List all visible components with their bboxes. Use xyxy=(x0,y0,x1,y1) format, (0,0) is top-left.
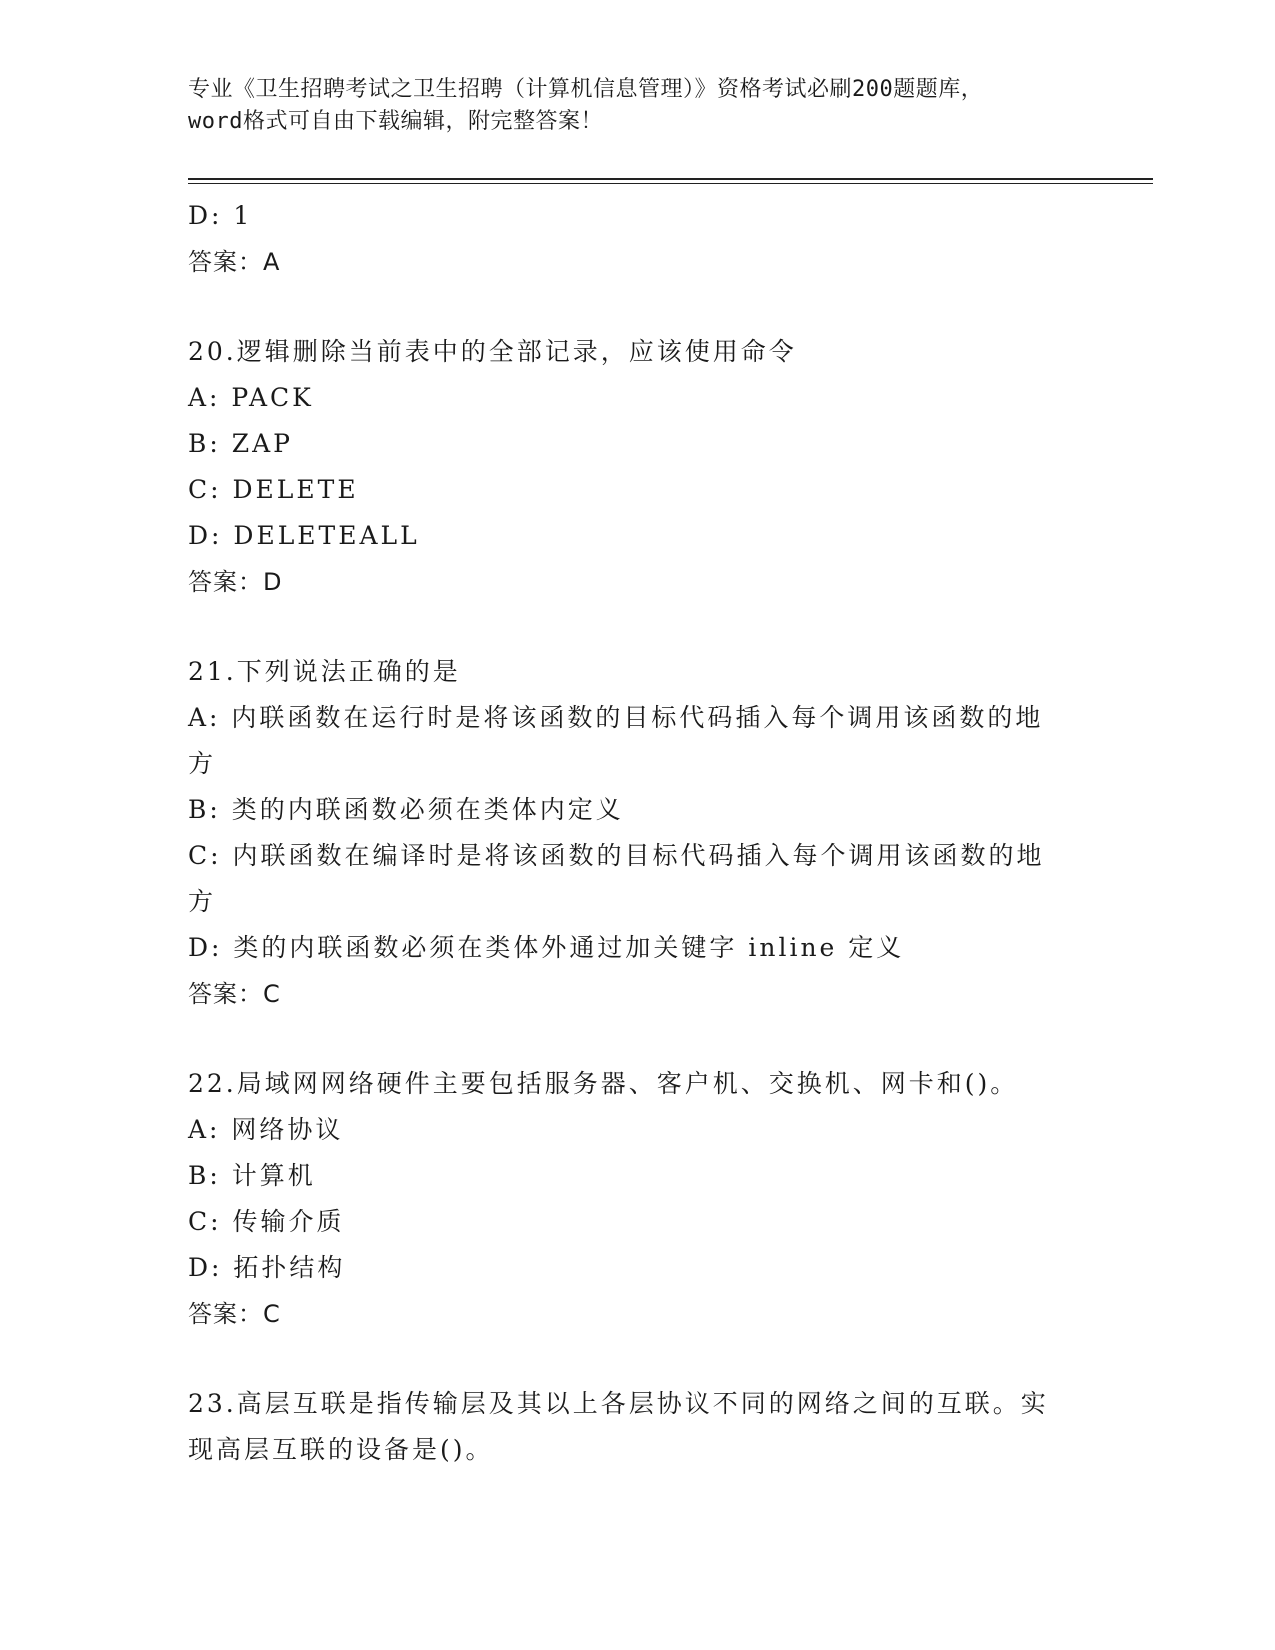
question-21-option-a-line-1: A: 内联函数在运行时是将该函数的目标代码插入每个调用该函数的地 xyxy=(188,703,1044,732)
question-21-option-c-line-2: 方 xyxy=(188,887,217,916)
question-22-answer: 答案：C xyxy=(188,1300,281,1328)
header-line-1: 专业《卫生招聘考试之卫生招聘（计算机信息管理）》资格考试必刷200题题库， xyxy=(188,77,984,102)
question-20-option-b: B: ZAP xyxy=(188,429,293,458)
question-23-text-line-2: 现高层互联的设备是()。 xyxy=(188,1435,494,1464)
question-22-option-c: C: 传输介质 xyxy=(188,1207,345,1236)
question-22-text: 22.局域网网络硬件主要包括服务器、客户机、交换机、网卡和()。 xyxy=(188,1069,1019,1098)
question-20-option-d: D: DELETEALL xyxy=(188,521,420,550)
question-21-text: 21.下列说法正确的是 xyxy=(188,657,461,686)
spacer xyxy=(188,285,1088,329)
question-22-option-d: D: 拓扑结构 xyxy=(188,1253,346,1282)
question-21-option-b: B: 类的内联函数必须在类体内定义 xyxy=(188,795,624,824)
document-header xyxy=(188,74,1088,138)
question-21-option-a-line-2: 方 xyxy=(188,749,217,778)
question-23-text-line-1: 23.高层互联是指传输层及其以上各层协议不同的网络之间的互联。实 xyxy=(188,1389,1049,1418)
header-divider-thick xyxy=(188,178,1153,180)
question-21-answer: 答案：C xyxy=(188,980,281,1008)
question-21-option-d: D: 类的内联函数必须在类体外通过加关键字 inline 定义 xyxy=(188,933,905,962)
spacer xyxy=(188,1337,1088,1381)
header-divider-thin xyxy=(188,183,1153,184)
prev-option-d: D: 1 xyxy=(188,201,253,230)
question-20-answer: 答案：D xyxy=(188,568,283,596)
spacer xyxy=(188,605,1088,649)
question-list xyxy=(188,193,1088,1473)
question-21-option-c-line-1: C: 内联函数在编译时是将该函数的目标代码插入每个调用该函数的地 xyxy=(188,841,1045,870)
prev-answer: 答案：A xyxy=(188,248,281,276)
question-22-option-a: A: 网络协议 xyxy=(188,1115,344,1144)
header-line-2: word格式可自由下载编辑，附完整答案！ xyxy=(188,109,603,134)
question-20-option-c: C: DELETE xyxy=(188,475,359,504)
question-20-option-a: A: PACK xyxy=(188,383,314,412)
question-20-text: 20.逻辑删除当前表中的全部记录，应该使用命令 xyxy=(188,337,797,366)
question-22-option-b: B: 计算机 xyxy=(188,1161,316,1190)
spacer xyxy=(188,1017,1088,1061)
